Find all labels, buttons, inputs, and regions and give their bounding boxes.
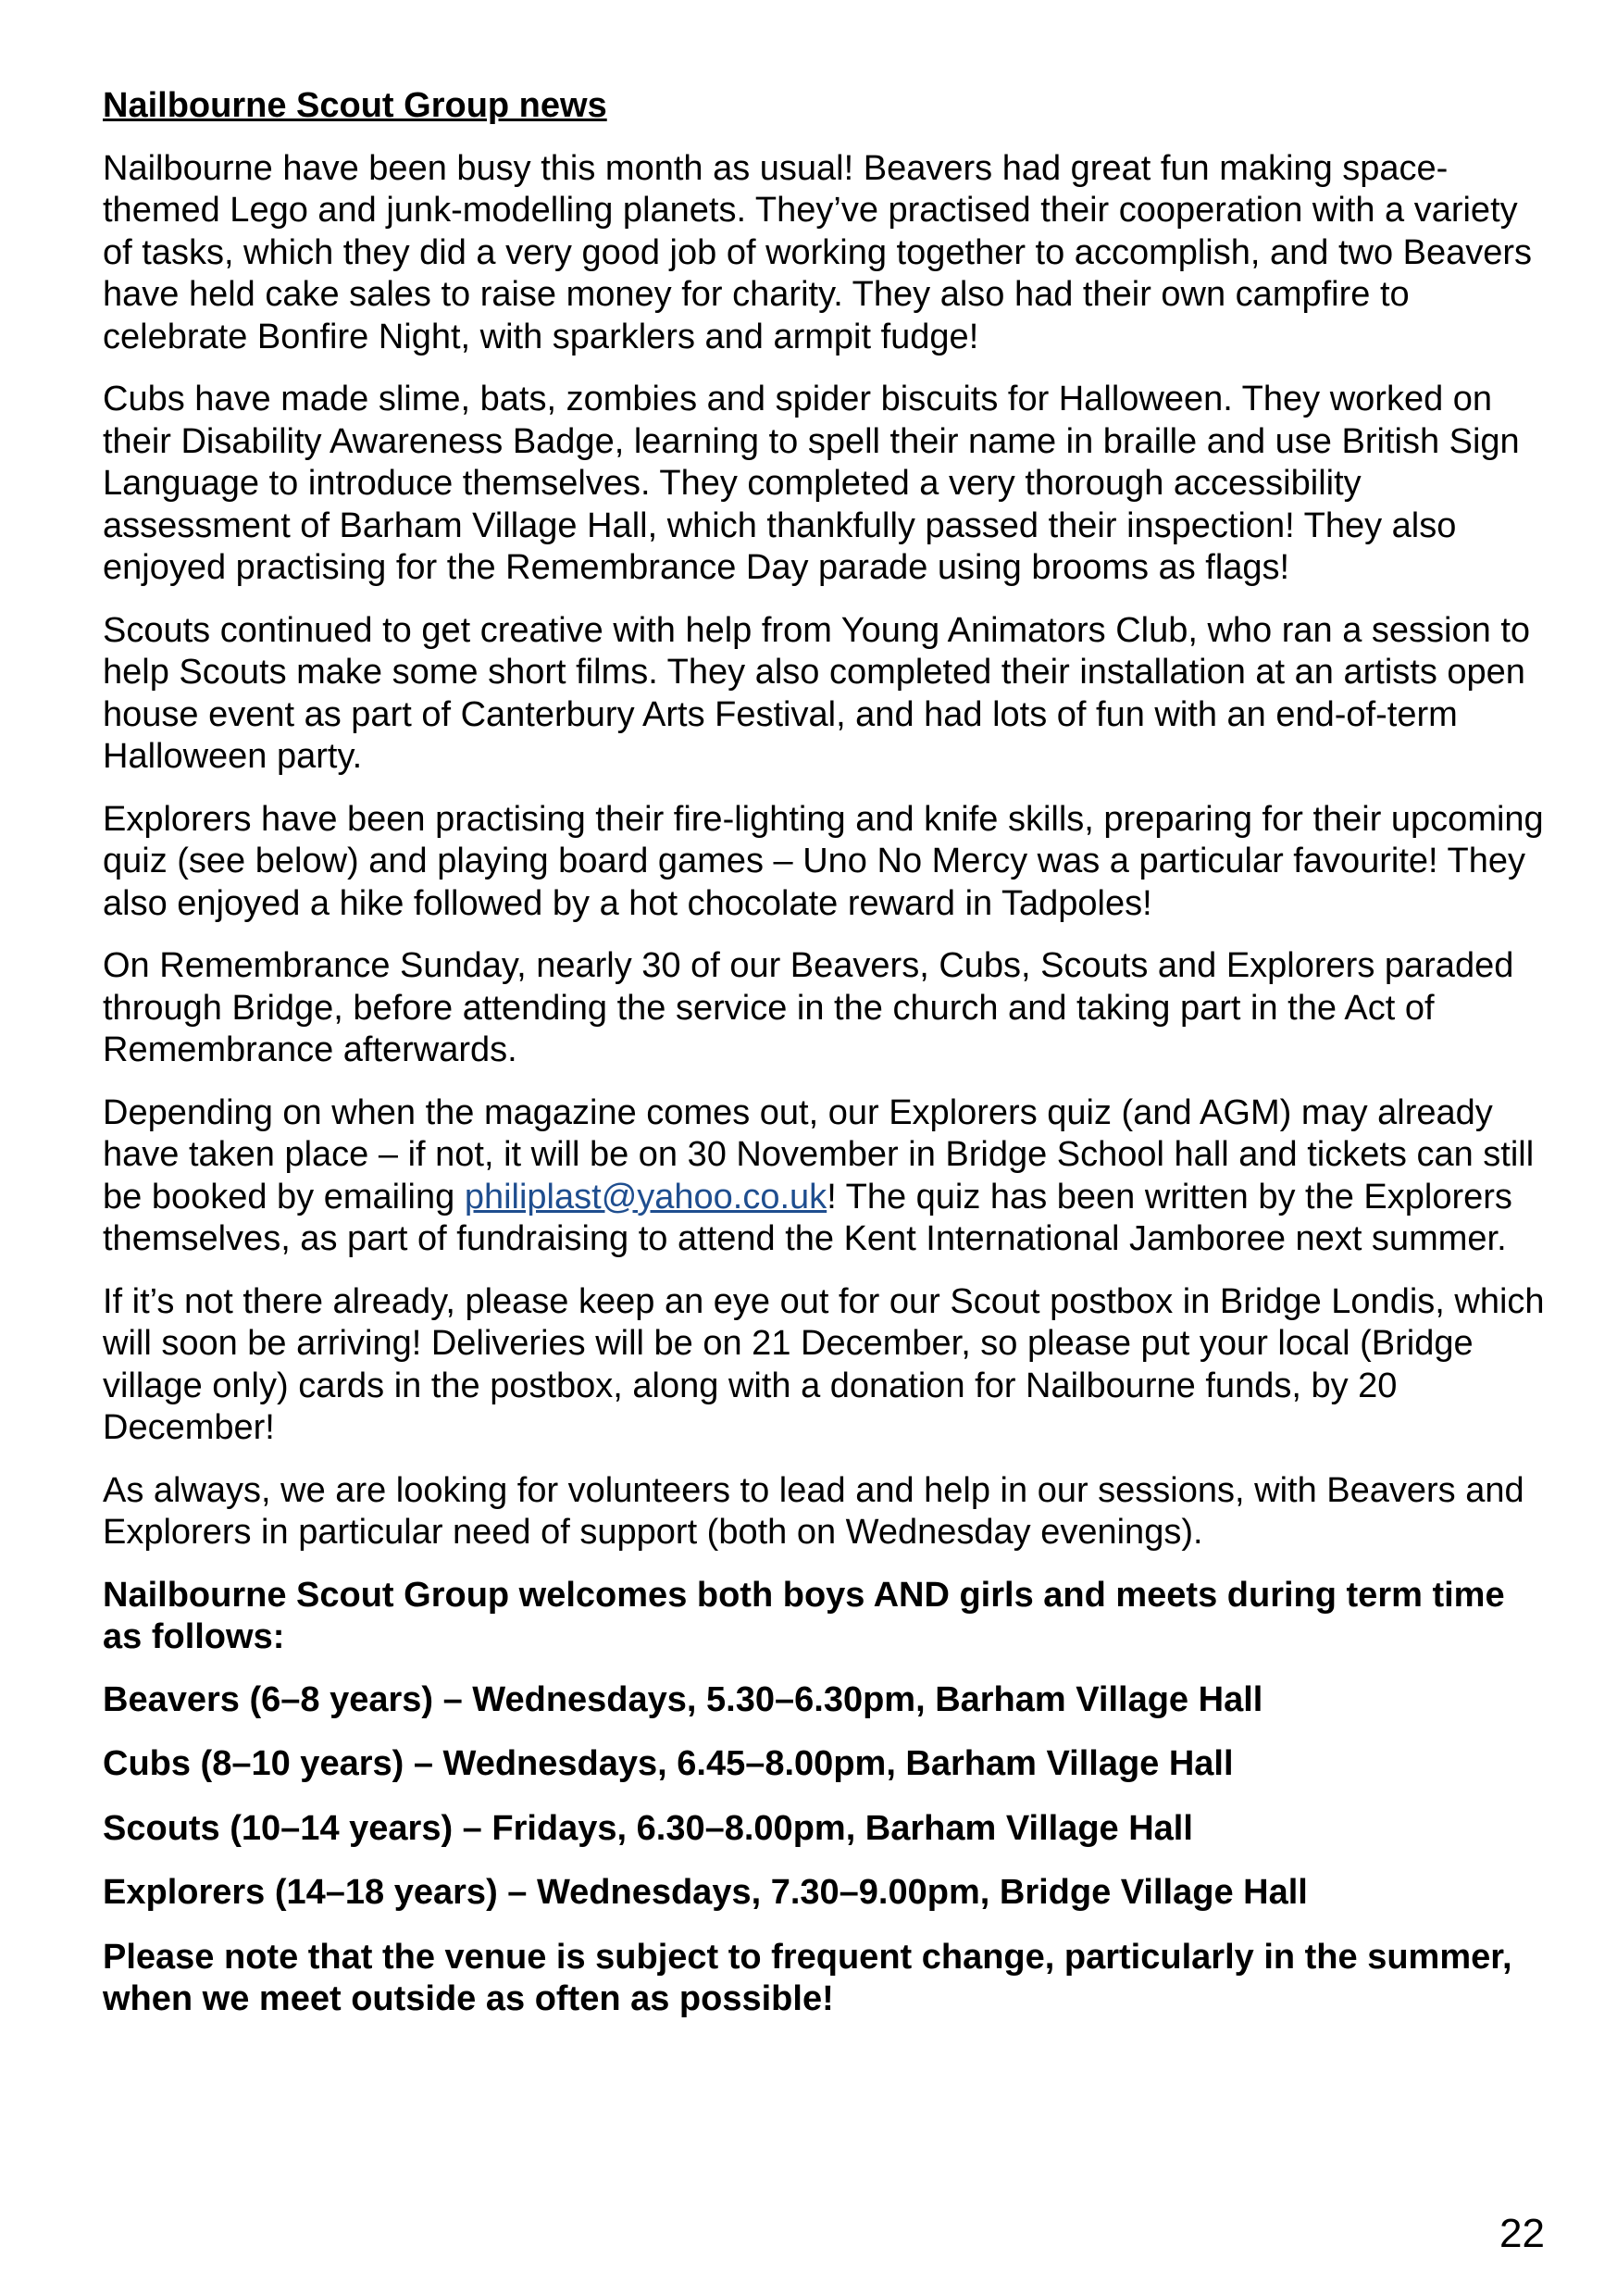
schedule-cubs: Cubs (8–10 years) – Wednesdays, 6.45–8.00pm, Barham Village Hall bbox=[103, 1744, 1234, 1783]
venue-note: Please note that the venue is subject to frequent change, particularly in the summer, when we meet outside as often as possible! bbox=[103, 1937, 1512, 2018]
quiz-text-after: ! The quiz has been written by the Explorers themselves, as part of fundraising to attend the Kent International Jamboree next summer. bbox=[103, 1177, 1512, 1258]
paragraph-cubs: Cubs have made slime, bats, zombies and spider biscuits for Halloween. They worked on their Disability Awareness Badge, learning to spell their name in braille and use British Sign Language to introduce themselves. They completed a very thorough accessibility assessment of Barham Village Hall, which thankfully passed their inspection! They also enjoyed practising for the Remembrance Day parade using brooms as flags! bbox=[103, 380, 1520, 587]
paragraph-volunteers: As always, we are looking for volunteers to lead and help in our sessions, with Beavers and Explorers in particular need of support (both on Wednesday evenings). bbox=[103, 1470, 1524, 1552]
paragraph-remembrance: On Remembrance Sunday, nearly 30 of our Beavers, Cubs, Scouts and Explorers paraded through Bridge, before attending the service in the church and taking part in the Act of Remembrance afterwards. bbox=[103, 946, 1514, 1069]
schedule-scouts: Scouts (10–14 years) – Fridays, 6.30–8.00pm, Barham Village Hall bbox=[103, 1808, 1193, 1848]
paragraph-explorers: Explorers have been practising their fire-lighting and knife skills, preparing for their upcoming quiz (see below) and playing board games – Uno No Mercy was a particular favourite! They also enjoyed a hike followed by a hot chocolate reward in Tadpoles! bbox=[103, 799, 1544, 923]
email-link[interactable]: philiplast@yahoo.co.uk bbox=[464, 1177, 827, 1217]
paragraph-beavers: Nailbourne have been busy this month as usual! Beavers had great fun making space-themed Lego and junk-modelling planets. They’ve practised their cooperation with a variety of tasks, which they did a very good job of working together to accomplish, and two Beavers have held cake sales to raise money for charity. They also had their own campfire to celebrate Bonfire Night, with sparklers and armpit fudge! bbox=[103, 148, 1533, 356]
schedule-explorers: Explorers (14–18 years) – Wednesdays, 7.30–9.00pm, Bridge Village Hall bbox=[103, 1873, 1308, 1912]
paragraph-postbox: If it’s not there already, please keep an eye out for our Scout postbox in Bridge Londis, which will soon be arriving! Deliveries will be on 21 December, so please put your local (Bridge village only) cards in the postbox, along with a donation for Nailbourne funds, by 20 December! bbox=[103, 1281, 1545, 1447]
paragraph-quiz bbox=[103, 1092, 1551, 1261]
paragraph-scouts: Scouts continued to get creative with help from Young Animators Club, who ran a session to help Scouts make some short films. They also completed their installation at an artists open house event as part of Canterbury Arts Festival, and had lots of fun with an end-of-term Halloween party. bbox=[103, 610, 1531, 776]
article-title: Nailbourne Scout Group news bbox=[103, 86, 607, 125]
welcome-statement: Nailbourne Scout Group welcomes both boys AND girls and meets during term time as follows: bbox=[103, 1575, 1505, 1656]
page-number: 22 bbox=[1499, 2211, 1545, 2256]
article bbox=[103, 85, 1551, 2041]
quiz-text-before: Depending on when the magazine comes out, our Explorers quiz (and AGM) may already have taken place – if not, it will be on 30 November in Bridge School hall and tickets can still be booked by emailing bbox=[103, 1092, 1535, 1217]
schedule-beavers: Beavers (6–8 years) – Wednesdays, 5.30–6.30pm, Barham Village Hall bbox=[103, 1679, 1263, 1719]
